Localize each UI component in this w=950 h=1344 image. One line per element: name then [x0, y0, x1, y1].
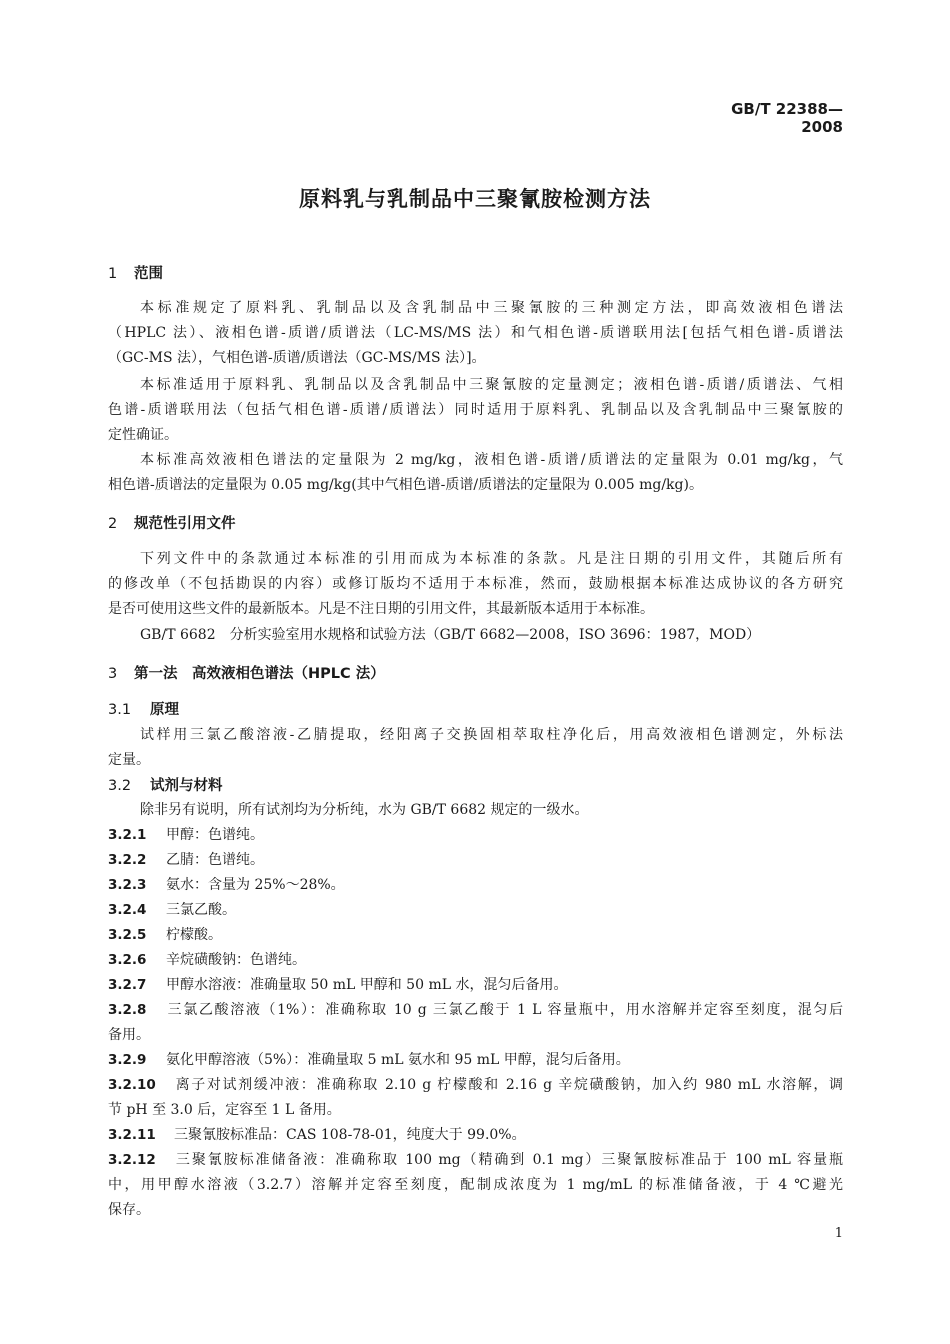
item-number: 3.2.2 [108, 852, 147, 868]
item-number: 3.2.8 [108, 1002, 147, 1018]
section-1-heading [108, 262, 163, 283]
reagent-item [108, 1049, 630, 1069]
section-number: 3 [108, 666, 118, 682]
reagent-item [108, 1149, 843, 1169]
item-number: 3.2.5 [108, 927, 147, 943]
item-continuation: 保存。 [108, 1202, 150, 1218]
section-number: 1 [108, 266, 118, 282]
item-text: 离子对试剂缓冲液：准确称取 2.10 g 柠檬酸和 2.16 g 辛烷磺酸钠，加入约 980 mL 水溶解，调 [174, 1077, 843, 1093]
paragraph-line: 本标准适用于原料乳、乳制品以及含乳制品中三聚氰胺的定量测定；液相色谱-质谱/质谱法、气相 [140, 377, 843, 393]
item-number: 3.2.10 [108, 1077, 156, 1093]
reagent-item [108, 899, 236, 919]
item-continuation: 备用。 [108, 1027, 150, 1043]
item-text: 三氯乙酸溶液（1%）：准确称取 10 g 三氯乙酸于 1 L 容量瓶中，用水溶解并定容至刻度，混匀后 [166, 1002, 843, 1018]
section-title: 规范性引用文件 [134, 516, 236, 532]
item-continuation: 节 pH 至 3.0 后，定容至 1 L 备用。 [108, 1102, 341, 1118]
paragraph-line: （GC-MS 法），气相色谱-质谱/质谱法（GC-MS/MS 法）]。 [108, 350, 486, 366]
paragraph-line: 色谱-质谱联用法（包括气相色谱-质谱/质谱法）同时适用于原料乳、乳制品以及含乳制品中三聚氰胺的 [108, 402, 843, 418]
reagent-item [108, 874, 345, 894]
paragraph-line: 的修改单（不包括勘误的内容）或修订版均不适用于本标准，然而，鼓励根据本标准达成协议的各方研究 [108, 576, 843, 592]
section-2-heading [108, 512, 236, 533]
subsection-number: 3.1 [108, 702, 132, 718]
section-number: 2 [108, 516, 118, 532]
paragraph-line: 本标准规定了原料乳、乳制品以及含乳制品中三聚氰胺的三种测定方法，即高效液相色谱法 [140, 300, 843, 316]
subsection-number: 3.2 [108, 778, 132, 794]
item-text: 辛烷磺酸钠：色谱纯。 [166, 952, 306, 968]
item-text: 柠檬酸。 [166, 927, 222, 943]
item-text: 氨水：含量为 25%～28%。 [166, 877, 345, 893]
item-text: 三聚氰胺标准储备液：准确称取 100 mg（精确到 0.1 mg）三聚氰胺标准品于 100 mL 容量瓶 [174, 1152, 843, 1168]
page-number: 1 [834, 1226, 843, 1241]
subsection-title: 原理 [150, 702, 179, 718]
subsection-3-1-heading [108, 698, 179, 719]
item-text: 甲醇水溶液：准确量取 50 mL 甲醇和 50 mL 水，混匀后备用。 [166, 977, 568, 993]
paragraph-line: 相色谱-质谱法的定量限为 0.05 mg/kg(其中气相色谱-质谱/质谱法的定量限为 0.005 mg/kg)。 [108, 477, 703, 493]
item-text: 氨化甲醇溶液（5%）：准确量取 5 mL 氨水和 95 mL 甲醇，混匀后备用。 [166, 1052, 630, 1068]
paragraph-line: （HPLC 法）、液相色谱-质谱/质谱法（LC-MS/MS 法）和气相色谱-质谱联用法[包括气相色谱-质谱法 [108, 325, 843, 341]
item-text: 三氯乙酸。 [166, 902, 236, 918]
standard-number: GB/T 22388—2008 [731, 100, 843, 136]
paragraph-line: 定性确证。 [108, 427, 178, 443]
reagent-item [108, 974, 567, 994]
item-number: 3.2.4 [108, 902, 147, 918]
item-continuation: 中，用甲醇水溶液（3.2.7）溶解并定容至刻度，配制成浓度为 1 mg/mL 的标准储备液，于 4 ℃避光 [108, 1177, 843, 1193]
section-title: 第一法 高效液相色谱法（HPLC 法） [134, 666, 385, 682]
paragraph-line: 下列文件中的条款通过本标准的引用而成为本标准的条款。凡是注日期的引用文件，其随后所有 [140, 551, 843, 567]
reagent-item [108, 949, 306, 969]
subsection-title: 试剂与材料 [150, 778, 223, 794]
document-title: 原料乳与乳制品中三聚氰胺检测方法 [299, 187, 651, 211]
item-number: 3.2.3 [108, 877, 147, 893]
item-number: 3.2.11 [108, 1127, 156, 1143]
reagent-item [108, 999, 843, 1019]
item-text: 三聚氰胺标准品：CAS 108-78-01，纯度大于 99.0%。 [174, 1127, 526, 1143]
paragraph-line: 定量。 [108, 752, 150, 768]
paragraph-line: 试样用三氯乙酸溶液-乙腈提取，经阳离子交换固相萃取柱净化后，用高效液相色谱测定，外标法 [140, 727, 843, 743]
reagent-item [108, 824, 264, 844]
reagent-item [108, 924, 222, 944]
section-3-heading [108, 662, 385, 683]
reagent-item [108, 1124, 526, 1144]
paragraph-line: 本标准高效液相色谱法的定量限为 2 mg/kg，液相色谱-质谱/质谱法的定量限为 0.01 mg/kg，气 [140, 452, 843, 468]
item-number: 3.2.6 [108, 952, 147, 968]
section-title: 范围 [134, 266, 163, 282]
subsection-3-2-heading [108, 774, 223, 795]
item-number: 3.2.12 [108, 1152, 156, 1168]
normative-reference: GB/T 6682 分析实验室用水规格和试验方法（GB/T 6682—2008，ISO 3696：1987，MOD） [140, 627, 761, 643]
paragraph-line: 是否可使用这些文件的最新版本。凡是不注日期的引用文件，其最新版本适用于本标准。 [108, 601, 654, 617]
paragraph-line: 除非另有说明，所有试剂均为分析纯，水为 GB/T 6682 规定的一级水。 [140, 802, 589, 818]
item-number: 3.2.7 [108, 977, 147, 993]
item-text: 乙腈：色谱纯。 [166, 852, 264, 868]
reagent-item [108, 849, 264, 869]
item-number: 3.2.9 [108, 1052, 147, 1068]
item-number: 3.2.1 [108, 827, 147, 843]
reagent-item [108, 1074, 843, 1094]
item-text: 甲醇：色谱纯。 [166, 827, 264, 843]
